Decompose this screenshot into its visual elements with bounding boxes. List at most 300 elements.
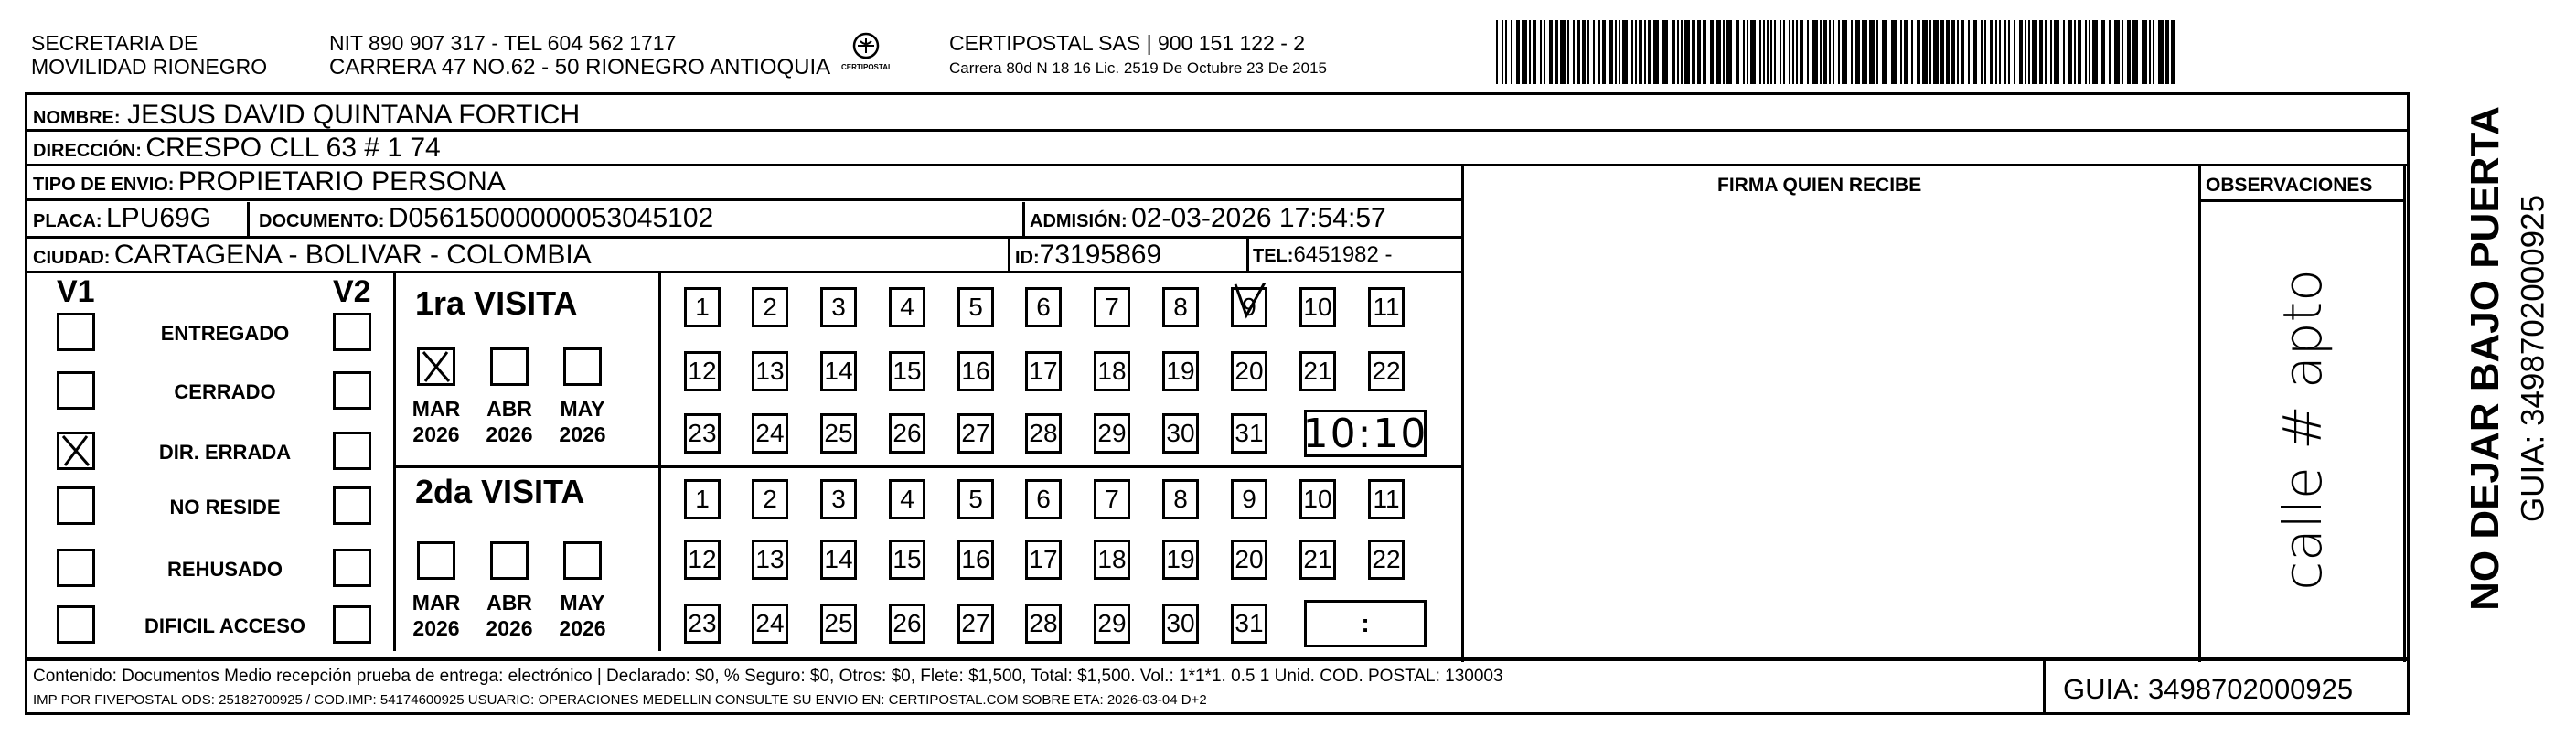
visit2-day-number: 25 bbox=[824, 609, 853, 637]
visit1-day-number: 25 bbox=[824, 419, 853, 447]
visit1-day-21[interactable] bbox=[1299, 351, 1336, 391]
visit2-year-label: 2026 bbox=[559, 616, 606, 640]
barcode-bar bbox=[1823, 20, 1827, 84]
observaciones-handwriting bbox=[2211, 210, 2394, 649]
visit1-day-number: 22 bbox=[1372, 357, 1401, 385]
nombre-label: NOMBRE: bbox=[33, 108, 121, 128]
status-v1-checkbox[interactable] bbox=[57, 486, 95, 525]
footer-guia: GUIA: 3498702000925 bbox=[2063, 673, 2354, 705]
org-name-line2: MOVILIDAD RIONEGRO bbox=[31, 55, 268, 79]
barcode-bar bbox=[1533, 20, 1536, 84]
visit2-day-number: 22 bbox=[1372, 545, 1401, 573]
no-dejar-bajo-puerta: NO DEJAR BAJO PUERTA bbox=[2463, 106, 2507, 611]
visit2-day-18[interactable] bbox=[1094, 540, 1130, 580]
visit2-day-number: 27 bbox=[961, 609, 990, 637]
barcode-bar bbox=[1750, 20, 1756, 84]
barcode-bar bbox=[1792, 20, 1794, 84]
visit2-day-20[interactable] bbox=[1231, 540, 1267, 580]
license-line: Carrera 80d N 18 16 Lic. 2519 De Octubre 23 De 2015 bbox=[949, 59, 1327, 77]
visit2-day-number: 29 bbox=[1097, 609, 1127, 637]
visit2-month-checkbox[interactable] bbox=[563, 541, 602, 580]
visit1-day-number: 24 bbox=[755, 419, 785, 447]
barcode-bar bbox=[1567, 20, 1569, 84]
visit1-day-number: 13 bbox=[755, 357, 785, 385]
barcode-bar bbox=[1789, 20, 1790, 84]
visit1-day-number: 26 bbox=[893, 419, 922, 447]
visit1-day-number: 18 bbox=[1097, 357, 1127, 385]
barcode-bar bbox=[1549, 20, 1553, 84]
visit1-day-number: 5 bbox=[968, 293, 983, 321]
visit1-day-3[interactable] bbox=[820, 287, 857, 327]
visit1-year-label: 2026 bbox=[486, 422, 533, 446]
ciudad-row bbox=[33, 241, 592, 269]
visit1-day-27[interactable] bbox=[957, 413, 994, 454]
barcode bbox=[1496, 20, 2178, 84]
barcode-bar bbox=[1951, 20, 1955, 84]
barcode-bar bbox=[1511, 20, 1512, 84]
status-v1-checkbox[interactable] bbox=[57, 605, 95, 644]
direccion-label: DIRECCIÓN: bbox=[33, 141, 142, 161]
barcode-bar bbox=[1957, 20, 1959, 84]
barcode-bar bbox=[1833, 20, 1834, 84]
barcode-bar bbox=[2158, 20, 2164, 84]
visit2-day-7[interactable] bbox=[1094, 479, 1130, 519]
visit1-day-number: 31 bbox=[1235, 419, 1264, 447]
visit1-day-14[interactable] bbox=[820, 351, 857, 391]
barcode-bar bbox=[1900, 20, 1902, 84]
visit1-day-number: 21 bbox=[1303, 357, 1332, 385]
tel-value: 6451982 - bbox=[1293, 242, 1393, 267]
visit1-time-box[interactable] bbox=[1304, 410, 1427, 457]
visit1-year-label: 2026 bbox=[412, 422, 460, 446]
barcode-bar bbox=[1800, 20, 1803, 84]
barcode-bar bbox=[1747, 20, 1748, 84]
barcode-bar bbox=[1505, 20, 1507, 84]
ciudad-value: CARTAGENA - BOLIVAR - COLOMBIA bbox=[113, 240, 592, 270]
tipo-value: PROPIETARIO PERSONA bbox=[177, 166, 506, 197]
documento-label: DOCUMENTO: bbox=[259, 211, 385, 231]
visit2-day-number: 24 bbox=[755, 609, 785, 637]
nombre-row bbox=[33, 102, 580, 129]
barcode-bar bbox=[2063, 20, 2065, 84]
barcode-icon bbox=[1496, 20, 2178, 84]
visit1-day-number: 9 bbox=[1242, 293, 1256, 321]
visit1-day-number: 23 bbox=[688, 419, 717, 447]
status-v2-checkbox[interactable] bbox=[333, 486, 371, 525]
visit1-day-number: 17 bbox=[1029, 357, 1058, 385]
visit1-day-22[interactable] bbox=[1368, 351, 1405, 391]
visit2-day-30[interactable] bbox=[1162, 604, 1199, 644]
visit1-day-29[interactable] bbox=[1094, 413, 1130, 454]
visit2-day-26[interactable] bbox=[889, 604, 925, 644]
barcode-bar bbox=[2132, 20, 2138, 84]
admision-row bbox=[1030, 205, 1386, 232]
barcode-bar bbox=[1622, 20, 1628, 84]
visit2-day-number: 31 bbox=[1235, 609, 1264, 637]
direccion-value: CRESPO CLL 63 # 1 74 bbox=[145, 133, 441, 163]
barcode-bar bbox=[1692, 20, 1695, 84]
id-row bbox=[1015, 241, 1161, 269]
barcode-bar bbox=[1672, 20, 1675, 84]
barcode-bar bbox=[1855, 20, 1860, 84]
barcode-bar bbox=[2008, 20, 2010, 84]
barcode-bar bbox=[1635, 20, 1637, 84]
status-v1-checkbox[interactable] bbox=[57, 549, 95, 587]
barcode-bar bbox=[1516, 20, 1520, 84]
visit2-title: 2da VISITA bbox=[415, 473, 585, 510]
visit2-day-22[interactable] bbox=[1368, 540, 1405, 580]
visit2-day-number: 13 bbox=[755, 545, 785, 573]
visit1-month-label: MAR bbox=[412, 397, 461, 421]
visit2-day-13[interactable] bbox=[752, 540, 788, 580]
visit2-day-3[interactable] bbox=[820, 479, 857, 519]
visit1-day-12[interactable] bbox=[684, 351, 721, 391]
visit2-day-number: 16 bbox=[961, 545, 990, 573]
barcode-bar bbox=[1946, 20, 1950, 84]
barcode-bar bbox=[2101, 20, 2105, 84]
barcode-bar bbox=[1522, 20, 1527, 84]
barcode-bar bbox=[1984, 20, 1986, 84]
visit2-day-number: 26 bbox=[893, 609, 922, 637]
barcode-bar bbox=[1573, 20, 1575, 84]
visit2-month-label: MAR bbox=[412, 591, 461, 614]
visit1-day-31[interactable] bbox=[1231, 413, 1267, 454]
barcode-bar bbox=[1631, 20, 1633, 84]
visit2-day-8[interactable] bbox=[1162, 479, 1199, 519]
visit2-day-number: 28 bbox=[1029, 609, 1058, 637]
visit1-month-label: ABR bbox=[486, 397, 532, 421]
visit2-day-12[interactable] bbox=[684, 540, 721, 580]
visit1-day-10[interactable] bbox=[1299, 287, 1336, 327]
barcode-bar bbox=[1496, 20, 1498, 84]
barcode-bar bbox=[1851, 20, 1853, 84]
visit1-day-24[interactable] bbox=[752, 413, 788, 454]
tipo-row bbox=[33, 168, 506, 196]
visit1-time: 10:10 bbox=[1302, 410, 1428, 457]
visit1-day-28[interactable] bbox=[1025, 413, 1062, 454]
barcode-bar bbox=[1774, 20, 1776, 84]
placa-label: PLACA: bbox=[33, 211, 102, 231]
status-v2-checkbox[interactable] bbox=[333, 605, 371, 644]
visit2-day-9[interactable] bbox=[1231, 479, 1267, 519]
tipo-label: TIPO DE ENVIO: bbox=[33, 175, 175, 195]
visit2-day-21[interactable] bbox=[1299, 540, 1336, 580]
documento-row bbox=[259, 205, 713, 232]
footer-imp-line: IMP POR FIVEPOSTAL ODS: 25182700925 / COD.IMP: 54174600925 USUARIO: OPERACIONES MEDELLIN CONSULTE SU ENVIO EN: CERTIPOSTAL.COM SOBRE ETA: 2026-03-04 D+2 bbox=[33, 692, 1207, 708]
visit1-day-16[interactable] bbox=[957, 351, 994, 391]
visit2-day-number: 15 bbox=[893, 545, 922, 573]
barcode-bar bbox=[1619, 20, 1620, 84]
visit1-month-checkbox[interactable] bbox=[490, 347, 529, 386]
id-label: ID: bbox=[1015, 248, 1040, 268]
tel-row bbox=[1253, 244, 1393, 266]
visit2-day-14[interactable] bbox=[820, 540, 857, 580]
visit2-day-24[interactable] bbox=[752, 604, 788, 644]
observaciones-header: OBSERVACIONES bbox=[2206, 175, 2373, 196]
barcode-bar bbox=[1929, 20, 1931, 84]
status-label: REHUSADO bbox=[167, 558, 283, 581]
visit2-day-number: 5 bbox=[968, 485, 983, 513]
visit1-day-number: 30 bbox=[1166, 419, 1195, 447]
visit2-day-28[interactable] bbox=[1025, 604, 1062, 644]
barcode-bar bbox=[2045, 20, 2047, 84]
barcode-bar bbox=[1838, 20, 1840, 84]
barcode-bar bbox=[1615, 20, 1617, 84]
nit-phone: NIT 890 907 317 - TEL 604 562 1717 bbox=[329, 31, 677, 55]
visit1-day-number: 12 bbox=[688, 357, 717, 385]
barcode-bar bbox=[1529, 20, 1531, 84]
barcode-bar bbox=[1540, 20, 1542, 84]
visit1-title: 1ra VISITA bbox=[415, 284, 578, 322]
visit2-year-label: 2026 bbox=[486, 616, 533, 640]
barcode-bar bbox=[1911, 20, 1913, 84]
admision-value: 02-03-2026 17:54:57 bbox=[1131, 203, 1386, 233]
barcode-bar bbox=[1710, 20, 1714, 84]
visit1-day-number: 16 bbox=[961, 357, 990, 385]
visit1-day-25[interactable] bbox=[820, 413, 857, 454]
visit1-day-19[interactable] bbox=[1162, 351, 1199, 391]
barcode-bar bbox=[1743, 20, 1745, 84]
barcode-bar bbox=[1933, 20, 1939, 84]
barcode-bar bbox=[2074, 20, 2076, 84]
nombre-value: JESUS DAVID QUINTANA FORTICH bbox=[127, 100, 581, 130]
barcode-bar bbox=[1723, 20, 1725, 84]
v2-label: V2 bbox=[333, 274, 371, 309]
barcode-bar bbox=[2025, 20, 2026, 84]
barcode-bar bbox=[2039, 20, 2043, 84]
visit2-month-label: MAY bbox=[560, 591, 605, 614]
placa-row bbox=[33, 205, 211, 232]
barcode-bar bbox=[1882, 20, 1887, 84]
ciudad-label: CIUDAD: bbox=[33, 248, 111, 268]
visit2-day-number: 9 bbox=[1242, 485, 1256, 513]
visit1-day-number: 28 bbox=[1029, 419, 1058, 447]
status-v2-checkbox[interactable] bbox=[333, 371, 371, 410]
barcode-bar bbox=[1783, 20, 1785, 84]
visit2-month-label: ABR bbox=[486, 591, 532, 614]
visit2-day-1[interactable] bbox=[684, 479, 721, 519]
visit1-day-number: 1 bbox=[695, 293, 710, 321]
status-v1-checkbox[interactable] bbox=[57, 432, 95, 470]
visit2-day-31[interactable] bbox=[1231, 604, 1267, 644]
barcode-bar bbox=[1555, 20, 1558, 84]
visit2-day-number: 8 bbox=[1173, 485, 1188, 513]
status-v2-checkbox[interactable] bbox=[333, 432, 371, 470]
org-name-line1: SECRETARIA DE bbox=[31, 31, 198, 55]
barcode-bar bbox=[1981, 20, 1983, 84]
visit1-day-26[interactable] bbox=[889, 413, 925, 454]
barcode-bar bbox=[2014, 20, 2015, 84]
barcode-bar bbox=[1922, 20, 1928, 84]
firma-area[interactable] bbox=[1465, 201, 2197, 658]
status-v1-checkbox[interactable] bbox=[57, 371, 95, 410]
barcode-bar bbox=[2109, 20, 2111, 84]
documento-value: D05615000000053045102 bbox=[388, 203, 714, 233]
visit2-day-number: 1 bbox=[695, 485, 710, 513]
barcode-bar bbox=[1681, 20, 1683, 84]
barcode-bar bbox=[1876, 20, 1878, 84]
visit1-day-15[interactable] bbox=[889, 351, 925, 391]
visit1-day-13[interactable] bbox=[752, 351, 788, 391]
barcode-bar bbox=[2089, 20, 2090, 84]
visit2-day-4[interactable] bbox=[889, 479, 925, 519]
barcode-bar bbox=[2085, 20, 2087, 84]
visit2-day-number: 14 bbox=[824, 545, 853, 573]
status-label: CERRADO bbox=[174, 380, 276, 403]
barcode-bar bbox=[1796, 20, 1798, 84]
barcode-bar bbox=[2068, 20, 2072, 84]
barcode-bar bbox=[2165, 20, 2169, 84]
certipostal-logo bbox=[834, 31, 898, 75]
visit2-day-2[interactable] bbox=[752, 479, 788, 519]
status-v1-checkbox[interactable] bbox=[57, 313, 95, 351]
visit1-day-7[interactable] bbox=[1094, 287, 1130, 327]
visit1-day-2[interactable] bbox=[752, 287, 788, 327]
visit2-day-17[interactable] bbox=[1025, 540, 1062, 580]
company-nit: CERTIPOSTAL SAS | 900 151 122 - 2 bbox=[949, 31, 1306, 55]
barcode-bar bbox=[1973, 20, 1977, 84]
barcode-bar bbox=[1767, 20, 1769, 84]
visit2-day-23[interactable] bbox=[684, 604, 721, 644]
visit1-day-number: 10 bbox=[1303, 293, 1332, 321]
id-value: 73195869 bbox=[1039, 240, 1162, 270]
visit1-day-9[interactable] bbox=[1231, 287, 1267, 327]
status-label: DIR. ERRADA bbox=[158, 441, 292, 464]
visit1-day-1[interactable] bbox=[684, 287, 721, 327]
visit1-day-number: 27 bbox=[961, 419, 990, 447]
visit2-day-number: 21 bbox=[1303, 545, 1332, 573]
visit1-day-number: 4 bbox=[900, 293, 914, 321]
barcode-bar bbox=[2032, 20, 2037, 84]
visit2-day-number: 18 bbox=[1097, 545, 1127, 573]
barcode-bar bbox=[1593, 20, 1595, 84]
barcode-bar bbox=[1807, 20, 1809, 84]
visit1-day-number: 20 bbox=[1235, 357, 1264, 385]
visit1-day-number: 29 bbox=[1097, 419, 1127, 447]
barcode-bar bbox=[1653, 20, 1659, 84]
barcode-bar bbox=[2028, 20, 2030, 84]
visit1-month-checkbox[interactable] bbox=[417, 347, 455, 386]
barcode-bar bbox=[1648, 20, 1651, 84]
visit2-day-number: 3 bbox=[831, 485, 846, 513]
visit1-day-8[interactable] bbox=[1162, 287, 1199, 327]
visit1-day-17[interactable] bbox=[1025, 351, 1062, 391]
visit2-day-25[interactable] bbox=[820, 604, 857, 644]
visit2-day-11[interactable] bbox=[1368, 479, 1405, 519]
visit1-day-30[interactable] bbox=[1162, 413, 1199, 454]
visit2-day-number: 17 bbox=[1029, 545, 1058, 573]
visit2-day-6[interactable] bbox=[1025, 479, 1062, 519]
admision-label: ADMISIÓN: bbox=[1030, 211, 1128, 231]
barcode-bar bbox=[1904, 20, 1908, 84]
barcode-bar bbox=[1961, 20, 1964, 84]
visit2-day-10[interactable] bbox=[1299, 479, 1336, 519]
visit2-month-checkbox[interactable] bbox=[417, 541, 455, 580]
visit1-day-23[interactable] bbox=[684, 413, 721, 454]
barcode-bar bbox=[1995, 20, 1997, 84]
visit1-day-number: 3 bbox=[831, 293, 846, 321]
barcode-bar bbox=[1684, 20, 1690, 84]
visit2-day-29[interactable] bbox=[1094, 604, 1130, 644]
barcode-bar bbox=[1716, 20, 1721, 84]
v1-label: V1 bbox=[57, 274, 95, 309]
barcode-bar bbox=[1582, 20, 1586, 84]
visit2-time: : bbox=[1361, 609, 1370, 637]
barcode-bar bbox=[1502, 20, 1503, 84]
barcode-bar bbox=[1917, 20, 1920, 84]
status-label: DIFICIL ACCESO bbox=[144, 614, 306, 637]
visit1-day-11[interactable] bbox=[1368, 287, 1405, 327]
visit1-day-6[interactable] bbox=[1025, 287, 1062, 327]
visit1-day-20[interactable] bbox=[1231, 351, 1267, 391]
side-guia: GUIA: 3498702000925 bbox=[2515, 194, 2551, 523]
barcode-bar bbox=[1726, 20, 1732, 84]
visit1-month-label: MAY bbox=[560, 397, 605, 421]
direccion-row bbox=[33, 134, 441, 162]
visit1-day-number: 7 bbox=[1105, 293, 1119, 321]
barcode-bar bbox=[2092, 20, 2098, 84]
barcode-bar bbox=[1609, 20, 1613, 84]
visit1-month-checkbox[interactable] bbox=[563, 347, 602, 386]
visit2-month-checkbox[interactable] bbox=[490, 541, 529, 580]
visit1-day-4[interactable] bbox=[889, 287, 925, 327]
status-label: ENTREGADO bbox=[160, 322, 290, 345]
firma-header: FIRMA QUIEN RECIBE bbox=[1717, 175, 1922, 196]
barcode-bar bbox=[1869, 20, 1875, 84]
visit2-day-number: 23 bbox=[688, 609, 717, 637]
barcode-bar bbox=[1759, 20, 1761, 84]
barcode-bar bbox=[2153, 20, 2154, 84]
status-v2-checkbox[interactable] bbox=[333, 313, 371, 351]
visit1-day-number: 2 bbox=[763, 293, 777, 321]
visit2-year-label: 2026 bbox=[412, 616, 460, 640]
visit2-time-box[interactable] bbox=[1304, 600, 1427, 647]
visit1-day-18[interactable] bbox=[1094, 351, 1130, 391]
tel-label: TEL: bbox=[1253, 246, 1294, 266]
barcode-bar bbox=[1662, 20, 1668, 84]
visit2-day-number: 19 bbox=[1166, 545, 1195, 573]
barcode-bar bbox=[1780, 20, 1781, 84]
barcode-bar bbox=[1842, 20, 1847, 84]
visit2-day-16[interactable] bbox=[957, 540, 994, 580]
visit1-day-number: 8 bbox=[1173, 293, 1188, 321]
visit2-day-19[interactable] bbox=[1162, 540, 1199, 580]
visit2-day-number: 20 bbox=[1235, 545, 1264, 573]
observaciones-handwritten-text: calle # apto bbox=[2271, 269, 2334, 591]
barcode-bar bbox=[1812, 20, 1818, 84]
barcode-bar bbox=[1940, 20, 1944, 84]
barcode-bar bbox=[2019, 20, 2023, 84]
status-v2-checkbox[interactable] bbox=[333, 549, 371, 587]
barcode-bar bbox=[1677, 20, 1679, 84]
visit2-day-15[interactable] bbox=[889, 540, 925, 580]
barcode-bar bbox=[1763, 20, 1765, 84]
visit1-day-5[interactable] bbox=[957, 287, 994, 327]
barcode-bar bbox=[1587, 20, 1589, 84]
barcode-bar bbox=[1703, 20, 1706, 84]
visit1-day-number: 19 bbox=[1166, 357, 1195, 385]
visit2-day-number: 12 bbox=[688, 545, 717, 573]
visit2-day-5[interactable] bbox=[957, 479, 994, 519]
barcode-bar bbox=[1544, 20, 1545, 84]
barcode-bar bbox=[2127, 20, 2131, 84]
visit2-day-number: 11 bbox=[1373, 485, 1400, 513]
barcode-bar bbox=[1862, 20, 1867, 84]
visit2-day-number: 10 bbox=[1303, 485, 1332, 513]
barcode-bar bbox=[1697, 20, 1701, 84]
visit2-day-27[interactable] bbox=[957, 604, 994, 644]
barcode-bar bbox=[2004, 20, 2006, 84]
